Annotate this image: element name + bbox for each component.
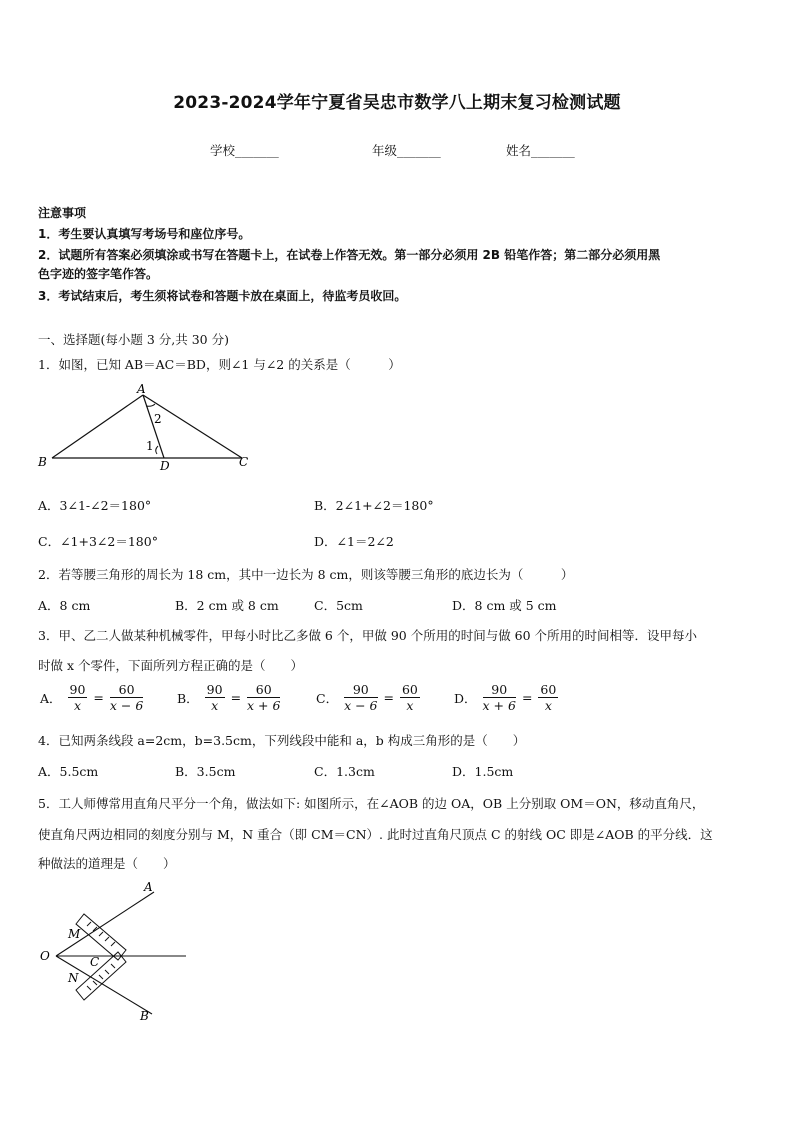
q3-option-c[interactable] — [314, 682, 420, 713]
q1-option-d[interactable]: D．∠1＝2∠2 — [314, 534, 394, 549]
q4-option-b[interactable]: B．3.5cm — [175, 764, 236, 779]
q2-option-d[interactable]: D．8 cm 或 5 cm — [452, 598, 557, 613]
q1-option-a[interactable]: A．3∠1-∠2＝180° — [38, 498, 152, 513]
angle-bisector-figure — [36, 878, 196, 1028]
q2-option-c[interactable]: C．5cm — [314, 598, 363, 613]
q4-option-a[interactable]: A．5.5cm — [38, 764, 99, 779]
notes-item-2-cont: 色字迹的签字笔作答。 — [38, 267, 159, 281]
q3-option-a[interactable] — [38, 682, 143, 713]
notes-item-3: 3．考试结束后，考生须将试卷和答题卡放在桌面上，待监考员收回。 — [38, 289, 407, 303]
fraction-right: $\frac{60}{x}$ — [540, 682, 557, 713]
equals-sign: = — [521, 690, 533, 705]
q4-option-d[interactable]: D．1.5cm — [452, 764, 514, 779]
triangle-figure — [36, 380, 251, 472]
page-title: 2023-2024学年宁夏省吴忠市数学八上期末复习检测试题 — [173, 93, 621, 113]
fraction-left: $\frac{90}{x}$ — [69, 682, 86, 713]
question-3-stem: 3．甲、乙二人做某种机械零件，甲每小时比乙多做 6 个，甲做 90 个所用的时间与做 60 个所用的时间相等．设甲每小 — [38, 628, 698, 643]
label-angle-2: 2 — [154, 412, 162, 426]
label-A: A — [137, 382, 146, 396]
option-label: D． — [454, 690, 477, 706]
label-C: C — [90, 955, 100, 969]
fraction-right: $\frac{60}{x + 6}$ — [247, 682, 281, 713]
label-angle-1: 1 — [146, 439, 154, 453]
q1-option-c[interactable]: C．∠1+3∠2＝180° — [38, 534, 158, 549]
equals-sign: = — [383, 690, 394, 705]
label-M: M — [68, 927, 81, 941]
question-1-stem: 1．如图，已知 AB＝AC＝BD，则∠1 与∠2 的关系是（ ） — [38, 357, 401, 372]
label-N: N — [68, 971, 79, 985]
fraction-left: $\frac{90}{x}$ — [206, 682, 223, 713]
equals-sign: = — [230, 690, 242, 705]
fraction-left: $\frac{90}{x + 6}$ — [482, 682, 516, 713]
q1-option-b[interactable]: B．2∠1+∠2＝180° — [314, 498, 434, 513]
q3-option-b[interactable] — [175, 682, 280, 713]
question-2-stem: 2．若等腰三角形的周长为 18 cm，其中一边长为 8 cm，则该等腰三角形的底边长为（ ） — [38, 567, 574, 582]
question-5-stem: 5．工人师傅常用直角尺平分一个角，做法如下: 如图所示，在∠AOB 的边 OA，OB 上分别取 OM＝ON，移动直角尺， — [38, 796, 705, 811]
option-label: C． — [316, 690, 339, 706]
question-4-stem: 4．已知两条线段 a=2cm，b=3.5cm，下列线段中能和 a，b 构成三角形的是（ ） — [38, 733, 526, 748]
label-O: O — [40, 949, 50, 963]
section-heading: 一、选择题(每小题 3 分,共 30 分) — [38, 332, 229, 347]
notes-item-1: 1．考生要认真填写考场号和座位序号。 — [38, 227, 251, 241]
label-C: C — [239, 455, 249, 469]
equals-sign: = — [93, 690, 104, 705]
option-label: A． — [40, 690, 62, 706]
label-D: D — [160, 459, 170, 472]
label-B: B — [38, 455, 47, 469]
question-5-stem-cont: 使直角尺两边相同的刻度分别与 M，N 重合（即 CM＝CN）. 此时过直角尺顶点 C 的射线 OC 即是∠AOB 的平分线．这 — [38, 827, 713, 842]
option-label: B． — [177, 690, 199, 706]
q3-option-d[interactable] — [452, 682, 558, 713]
fraction-right: $\frac{60}{x - 6}$ — [109, 682, 144, 713]
grade-field: 年级_______ — [372, 143, 441, 158]
fraction-right: $\frac{60}{x}$ — [401, 682, 418, 713]
notes-item-2: 2．试题所有答案必须填涂或书写在答题卡上，在试卷上作答无效。第一部分必须用 2B 铅笔作答；第二部分必须用黑 — [38, 248, 661, 262]
q4-option-c[interactable]: C．1.3cm — [314, 764, 375, 779]
name-field: 姓名_______ — [506, 143, 575, 158]
fraction-left: $\frac{90}{x - 6}$ — [344, 682, 378, 713]
label-B: B — [140, 1009, 149, 1023]
notes-heading: 注意事项 — [38, 206, 87, 220]
q2-option-b[interactable]: B．2 cm 或 8 cm — [175, 598, 279, 613]
question-5-stem-end: 种做法的道理是（ ） — [38, 856, 176, 871]
q2-option-a[interactable]: A．8 cm — [38, 598, 91, 613]
question-3-stem-cont: 时做 x 个零件，下面所列方程正确的是（ ） — [38, 658, 303, 673]
label-A: A — [144, 880, 153, 894]
school-field: 学校_______ — [210, 143, 279, 158]
